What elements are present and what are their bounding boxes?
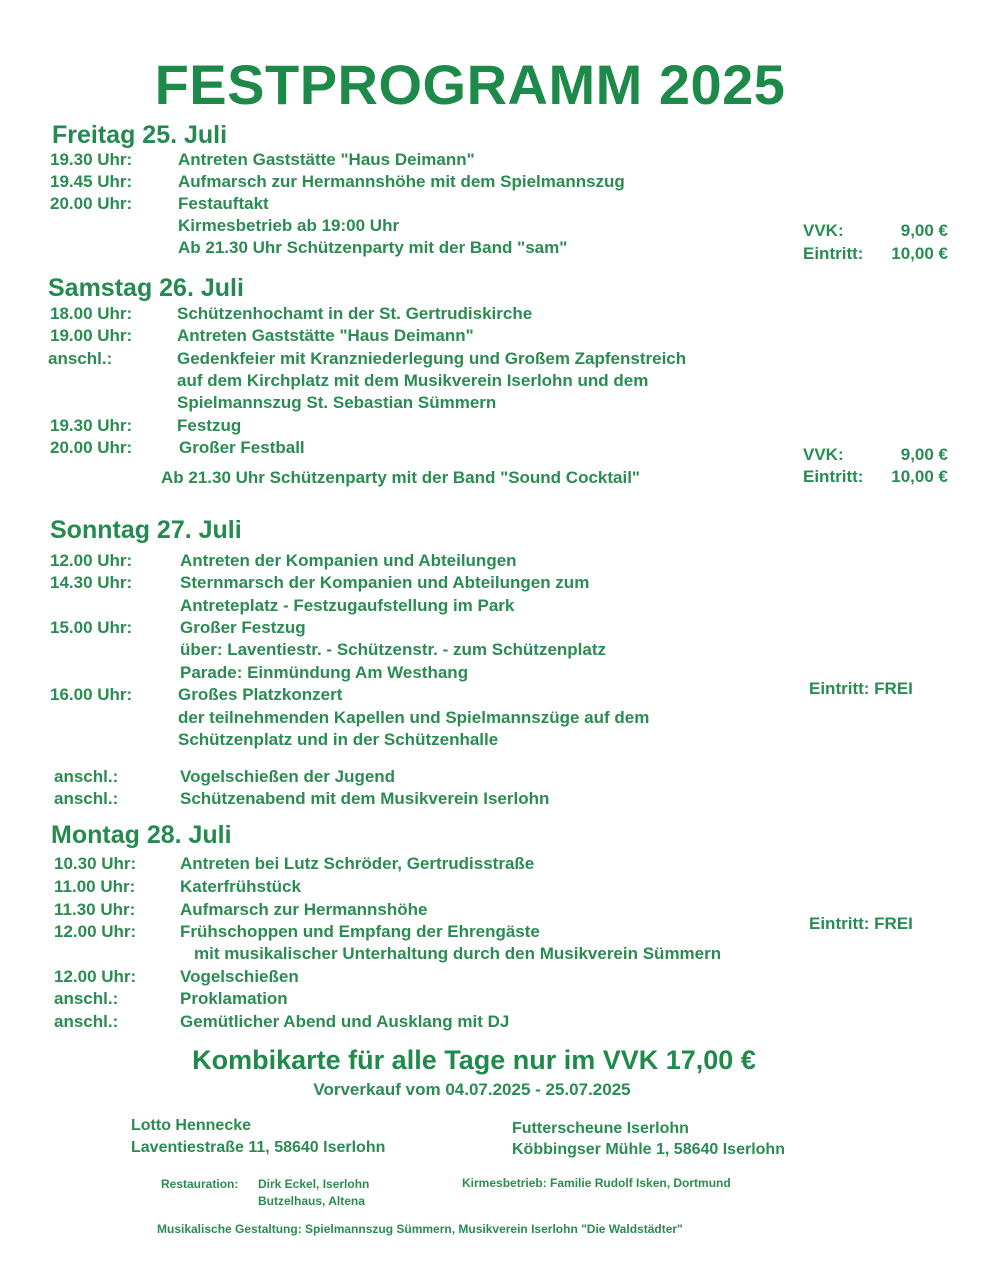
schedule-text: der teilnehmenden Kapellen und Spielmannszüge auf dem — [178, 708, 650, 727]
schedule-text: Aufmarsch zur Hermannshöhe mit dem Spielmannszug — [178, 172, 625, 191]
schedule-time: 20.00 Uhr: — [50, 194, 133, 213]
schedule-time: 11.30 Uhr: — [54, 900, 136, 919]
entry-free: Eintritt: FREI — [809, 914, 913, 933]
vvk-price: 9,00 € — [900, 221, 948, 240]
schedule-text: Großer Festzug — [180, 618, 306, 637]
outlet-address: Köbbingser Mühle 1, 58640 Iserlohn — [512, 1141, 785, 1158]
schedule-text: Gedenkfeier mit Kranzniederlegung und Großem Zapfenstreich — [177, 349, 687, 368]
schedule-text: Antreten der Kompanien und Abteilungen — [180, 551, 517, 570]
schedule-time: 19.00 Uhr: — [50, 326, 133, 345]
schedule-time: anschl.: — [54, 989, 119, 1008]
schedule-text: Großes Platzkonzert — [178, 685, 343, 704]
schedule-time: anschl.: — [48, 349, 113, 368]
combo-ticket: Kombikarte für alle Tage nur im VVK 17,00 € — [192, 1045, 756, 1075]
presale-period: Vorverkauf vom 04.07.2025 - 25.07.2025 — [313, 1080, 631, 1099]
restauration-entry: Dirk Eckel, Iserlohn — [258, 1177, 370, 1191]
kirmes-credit: Kirmesbetrieb: Familie Rudolf Isken, Dortmund — [462, 1176, 731, 1190]
day-heading-monday: Montag 28. Juli — [51, 821, 232, 849]
party-note: Ab 21.30 Uhr Schützenparty mit der Band "Sound Cocktail" — [161, 468, 640, 487]
day-heading-sunday: Sonntag 27. Juli — [50, 516, 242, 544]
schedule-text: Sternmarsch der Kompanien und Abteilungen zum — [180, 573, 590, 592]
schedule-text: Antreten Gaststätte "Haus Deimann" — [178, 150, 475, 169]
schedule-time: 15.00 Uhr: — [50, 618, 133, 637]
entry-free: Eintritt: FREI — [809, 679, 913, 698]
day-heading-friday: Freitag 25. Juli — [52, 121, 228, 149]
schedule-time: 19.30 Uhr: — [50, 416, 133, 435]
schedule-time: 20.00 Uhr: — [50, 438, 133, 457]
schedule-time: 10.30 Uhr: — [54, 854, 137, 873]
schedule-text: Ab 21.30 Uhr Schützenparty mit der Band "sam" — [178, 238, 568, 257]
schedule-time: 18.00 Uhr: — [50, 304, 133, 323]
schedule-time: 14.30 Uhr: — [50, 573, 133, 592]
outlet-name: Futterscheune Iserlohn — [512, 1120, 689, 1137]
schedule-text: Festzug — [177, 416, 242, 435]
schedule-text: Spielmannszug St. Sebastian Sümmern — [177, 393, 497, 412]
entry-label: Eintritt: — [803, 467, 864, 486]
schedule-text: Antreten bei Lutz Schröder, Gertrudisstraße — [180, 854, 535, 873]
schedule-time: 12.00 Uhr: — [54, 922, 137, 941]
outlet-address: Laventiestraße 11, 58640 Iserlohn — [131, 1139, 386, 1156]
schedule-text: Festauftakt — [178, 194, 269, 213]
schedule-text: mit musikalischer Unterhaltung durch den Musikverein Sümmern — [194, 944, 722, 963]
schedule-time: 16.00 Uhr: — [50, 685, 133, 704]
schedule-text: Schützenhochamt in der St. Gertrudiskirche — [177, 304, 533, 323]
day-heading-saturday: Samstag 26. Juli — [48, 274, 244, 302]
schedule-text: Schützenabend mit dem Musikverein Iserlohn — [180, 789, 550, 808]
schedule-text: Katerfrühstück — [180, 877, 301, 896]
entry-label: Eintritt: — [803, 244, 864, 263]
schedule-time: anschl.: — [54, 789, 119, 808]
page-title: FESTPROGRAMM 2025 — [154, 53, 786, 116]
schedule-text: Antreten Gaststätte "Haus Deimann" — [177, 326, 474, 345]
schedule-text: Parade: Einmündung Am Westhang — [180, 663, 469, 682]
schedule-time: anschl.: — [54, 767, 119, 786]
schedule-text: Proklamation — [180, 989, 288, 1008]
schedule-text: Antreteplatz - Festzugaufstellung im Park — [180, 596, 515, 615]
schedule-text: Vogelschießen der Jugend — [180, 767, 396, 786]
schedule-text: Vogelschießen — [180, 967, 299, 986]
schedule-time: 11.00 Uhr: — [54, 877, 136, 896]
schedule-time: 12.00 Uhr: — [50, 551, 133, 570]
schedule-time: anschl.: — [54, 1012, 119, 1031]
schedule-text: Großer Festball — [179, 438, 305, 457]
entry-price: 10,00 € — [891, 467, 948, 486]
schedule-text: Kirmesbetrieb ab 19:00 Uhr — [178, 216, 400, 235]
schedule-text: Gemütlicher Abend und Ausklang mit DJ — [180, 1012, 510, 1031]
schedule-text: Frühschoppen und Empfang der Ehrengäste — [180, 922, 540, 941]
schedule-text: Schützenplatz und in der Schützenhalle — [178, 730, 499, 749]
schedule-time: 19.30 Uhr: — [50, 150, 133, 169]
schedule-text: auf dem Kirchplatz mit dem Musikverein Iserlohn und dem — [177, 371, 649, 390]
vvk-price: 9,00 € — [900, 445, 948, 464]
restauration-label: Restauration: — [161, 1177, 239, 1191]
music-credit: Musikalische Gestaltung: Spielmannszug Sümmern, Musikverein Iserlohn "Die Waldstädter" — [157, 1222, 683, 1236]
vvk-label: VVK: — [803, 445, 844, 464]
schedule-time: 19.45 Uhr: — [50, 172, 133, 191]
restauration-entry: Butzelhaus, Altena — [258, 1194, 365, 1208]
schedule-text: Aufmarsch zur Hermannshöhe — [180, 900, 428, 919]
outlet-name: Lotto Hennecke — [131, 1117, 252, 1134]
schedule-text: über: Laventiestr. - Schützenstr. - zum Schützenplatz — [180, 640, 607, 659]
entry-price: 10,00 € — [891, 244, 948, 263]
vvk-label: VVK: — [803, 221, 844, 240]
schedule-time: 12.00 Uhr: — [54, 967, 137, 986]
